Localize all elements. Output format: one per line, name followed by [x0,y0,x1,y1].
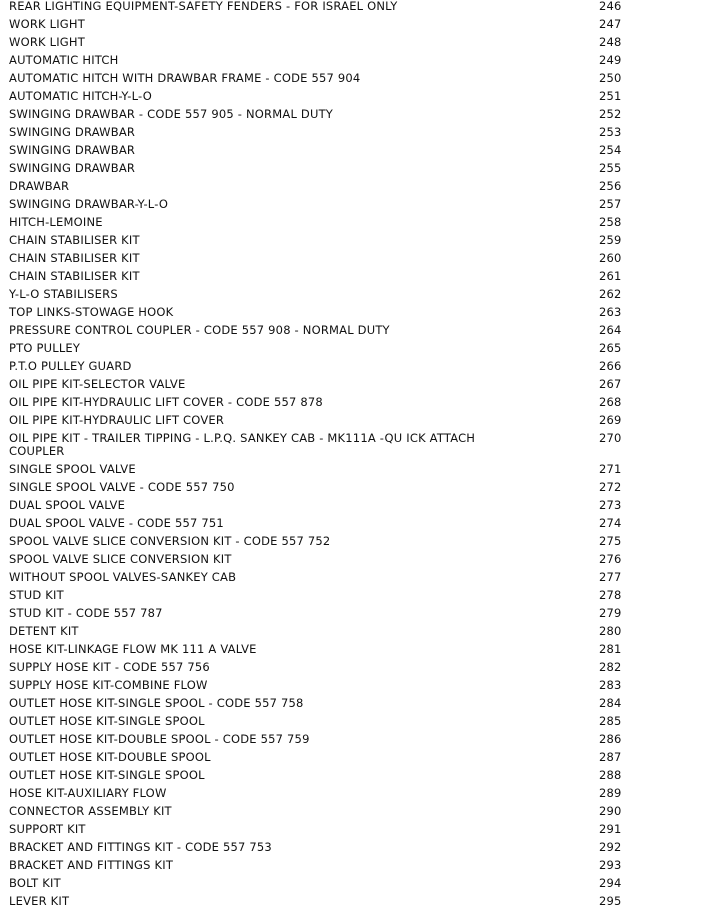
entry-page-number: 260 [599,251,622,265]
entry-page-number: 281 [599,642,622,656]
index-entry-row [0,0,721,18]
entry-title: BRACKET AND FITTINGS KIT [9,858,174,872]
index-entry-row [0,36,721,54]
entry-page-number: 263 [599,305,622,319]
entry-page-number: 250 [599,71,622,85]
index-entry-row [0,841,721,859]
index-entry-row [0,396,721,414]
entry-title: OUTLET HOSE KIT-SINGLE SPOOL [9,714,205,728]
index-entry-row [0,607,721,625]
entry-title: DETENT KIT [9,624,79,638]
entry-title: SUPPLY HOSE KIT - CODE 557 756 [9,660,210,674]
entry-page-number: 252 [599,107,622,121]
entry-page-number: 277 [599,570,622,584]
entry-title: SUPPLY HOSE KIT-COMBINE FLOW [9,678,208,692]
entry-page-number: 278 [599,588,622,602]
entry-page-number: 273 [599,498,622,512]
index-entry-row [0,126,721,144]
entry-page-number: 275 [599,534,622,548]
entry-title: SPOOL VALVE SLICE CONVERSION KIT - CODE 557 752 [9,534,331,548]
entry-page-number: 279 [599,606,622,620]
entry-page-number: 282 [599,660,622,674]
entry-title: OIL PIPE KIT-SELECTOR VALVE [9,377,186,391]
index-entry-row [0,234,721,252]
entry-page-number: 293 [599,858,622,872]
entry-title: AUTOMATIC HITCH-Y-L-O [9,89,152,103]
entry-page-number: 295 [599,894,622,908]
entry-title: TOP LINKS-STOWAGE HOOK [9,305,174,319]
index-entry-row [0,625,721,643]
entry-page-number: 254 [599,143,622,157]
index-entry-row [0,72,721,90]
index-entry-row [0,378,721,396]
index-entry-row [0,306,721,324]
entry-title: SINGLE SPOOL VALVE - CODE 557 750 [9,480,235,494]
entry-title: WORK LIGHT [9,17,85,31]
entry-title: AUTOMATIC HITCH WITH DRAWBAR FRAME - CODE 557 904 [9,71,361,85]
entry-title: SINGLE SPOOL VALVE [9,462,136,476]
index-entry-row [0,823,721,841]
index-entry-row [0,805,721,823]
index-entry-row [0,751,721,769]
entry-page-number: 274 [599,516,622,530]
entry-title: BOLT KIT [9,876,61,890]
entry-page-number: 276 [599,552,622,566]
entry-page-number: 251 [599,89,622,103]
index-entry-row [0,270,721,288]
index-entry-row [0,432,721,463]
index-entry-row [0,360,721,378]
entry-page-number: 272 [599,480,622,494]
index-entry-row [0,18,721,36]
entry-title: HOSE KIT-AUXILIARY FLOW [9,786,167,800]
entry-title: WITHOUT SPOOL VALVES-SANKEY CAB [9,570,237,584]
entry-title: OUTLET HOSE KIT-DOUBLE SPOOL - CODE 557 759 [9,732,310,746]
entry-page-number: 294 [599,876,622,890]
index-entry-row [0,769,721,787]
index-entry-row [0,54,721,72]
entry-title: OIL PIPE KIT-HYDRAULIC LIFT COVER [9,413,225,427]
index-entry-row [0,180,721,198]
entry-title: REAR LIGHTING EQUIPMENT-SAFETY FENDERS - FOR ISRAEL ONLY [9,0,398,13]
entry-title: OUTLET HOSE KIT-DOUBLE SPOOL [9,750,211,764]
entry-title: DUAL SPOOL VALVE [9,498,126,512]
entry-title: SPOOL VALVE SLICE CONVERSION KIT [9,552,232,566]
index-entry-row [0,288,721,306]
entry-page-number: 266 [599,359,622,373]
index-entry-row [0,553,721,571]
index-entry-row [0,342,721,360]
entry-page-number: 267 [599,377,622,391]
index-entry-row [0,252,721,270]
entry-page-number: 284 [599,696,622,710]
entry-title: SWINGING DRAWBAR - CODE 557 905 - NORMAL DUTY [9,107,334,121]
entry-page-number: 268 [599,395,622,409]
entry-page-number: 287 [599,750,622,764]
entry-page-number: 265 [599,341,622,355]
entry-title: SWINGING DRAWBAR [9,125,136,139]
entry-page-number: 271 [599,462,622,476]
index-entry-row [0,715,721,733]
entry-title: OUTLET HOSE KIT-SINGLE SPOOL - CODE 557 758 [9,696,304,710]
entry-title: OIL PIPE KIT - TRAILER TIPPING - L.P.Q. SANKEY CAB - MK111A -QU ICK ATTACH COUPLER [9,431,476,458]
entry-title: SWINGING DRAWBAR-Y-L-O [9,197,169,211]
entry-title: DUAL SPOOL VALVE - CODE 557 751 [9,516,224,530]
index-entry-row [0,144,721,162]
index-entry-row [0,216,721,234]
entry-title: CONNECTOR ASSEMBLY KIT [9,804,172,818]
index-entry-row [0,661,721,679]
entry-title: PRESSURE CONTROL COUPLER - CODE 557 908 - NORMAL DUTY [9,323,390,337]
entry-title: OIL PIPE KIT-HYDRAULIC LIFT COVER - CODE 557 878 [9,395,323,409]
index-entry-row [0,162,721,180]
index-entry-row [0,481,721,499]
index-entry-row [0,895,721,913]
entry-title: STUD KIT [9,588,64,602]
entry-page-number: 256 [599,179,622,193]
index-entry-row [0,414,721,432]
entry-page-number: 289 [599,786,622,800]
index-entry-row [0,877,721,895]
entry-title: CHAIN STABILISER KIT [9,269,140,283]
index-entry-row [0,517,721,535]
entry-title: OUTLET HOSE KIT-SINGLE SPOOL [9,768,205,782]
index-entry-row [0,643,721,661]
entry-title: HOSE KIT-LINKAGE FLOW MK 111 A VALVE [9,642,257,656]
entry-title: STUD KIT - CODE 557 787 [9,606,163,620]
entry-page-number: 280 [599,624,622,638]
entry-page-number: 247 [599,17,622,31]
entry-page-number: 288 [599,768,622,782]
index-entry-row [0,108,721,126]
entry-page-number: 286 [599,732,622,746]
entry-title: AUTOMATIC HITCH [9,53,119,67]
entry-title: PTO PULLEY [9,341,81,355]
entry-title: BRACKET AND FITTINGS KIT - CODE 557 753 [9,840,272,854]
index-entry-row [0,571,721,589]
entry-title: LEVER KIT [9,894,70,908]
entry-page-number: 283 [599,678,622,692]
index-entry-row [0,787,721,805]
entry-title: P.T.O PULLEY GUARD [9,359,132,373]
entry-page-number: 259 [599,233,622,247]
index-entry-row [0,733,721,751]
entry-page-number: 285 [599,714,622,728]
entry-page-number: 269 [599,413,622,427]
index-entry-row [0,324,721,342]
entry-title: Y-L-O STABILISERS [9,287,118,301]
entry-title: CHAIN STABILISER KIT [9,233,140,247]
index-entry-row [0,679,721,697]
index-entry-row [0,90,721,108]
entry-page-number: 270 [599,431,622,445]
index-entry-row [0,198,721,216]
index-entry-row [0,589,721,607]
entry-page-number: 290 [599,804,622,818]
entry-page-number: 253 [599,125,622,139]
entry-title: HITCH-LEMOINE [9,215,103,229]
entry-page-number: 255 [599,161,622,175]
index-entry-row [0,535,721,553]
entry-page-number: 246 [599,0,622,13]
entry-page-number: 262 [599,287,622,301]
entry-title: DRAWBAR [9,179,70,193]
entry-title: SWINGING DRAWBAR [9,161,136,175]
entry-title: SWINGING DRAWBAR [9,143,136,157]
entry-page-number: 249 [599,53,622,67]
index-entry-row [0,859,721,877]
index-entry-row [0,499,721,517]
entry-title: WORK LIGHT [9,35,85,49]
entry-page-number: 257 [599,197,622,211]
entry-title: CHAIN STABILISER KIT [9,251,140,265]
index-entry-row [0,697,721,715]
entry-title: SUPPORT KIT [9,822,86,836]
entry-page-number: 248 [599,35,622,49]
entry-page-number: 264 [599,323,622,337]
index-entry-row [0,463,721,481]
entry-page-number: 292 [599,840,622,854]
entry-page-number: 261 [599,269,622,283]
entry-page-number: 291 [599,822,622,836]
entry-page-number: 258 [599,215,622,229]
